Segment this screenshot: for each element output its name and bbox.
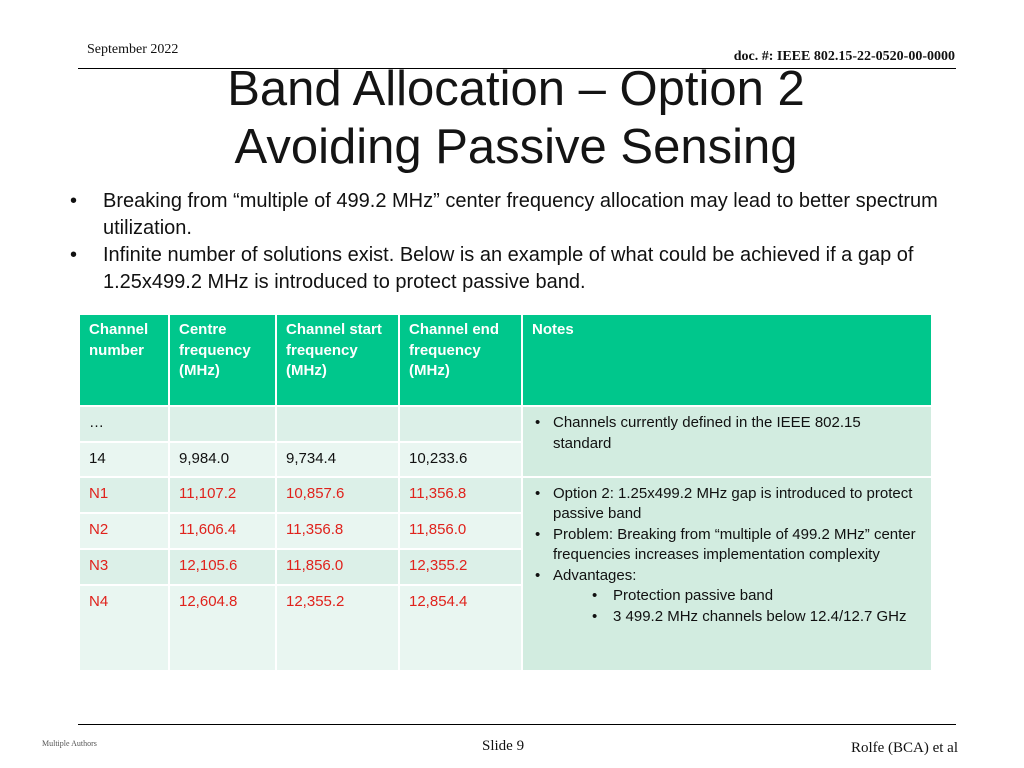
cell-end: 11,856.0 <box>399 513 522 549</box>
note-item: • Advantages: <box>532 566 922 587</box>
cell-end: 10,233.6 <box>399 442 522 477</box>
cell-start: 12,355.2 <box>276 585 399 671</box>
notes-cell-existing <box>522 406 932 477</box>
note-subitem: • 3 499.2 MHz channels below 12.4/12.7 GHz <box>532 607 922 628</box>
cell-centre: 11,107.2 <box>169 477 276 513</box>
header-centre-frequency: Centre frequency (MHz) <box>169 314 276 406</box>
cell-channel: N3 <box>79 549 169 585</box>
cell-centre: 12,604.8 <box>169 585 276 671</box>
header-doc-id: doc. #: IEEE 802.15-22-0520-00-0000 <box>733 49 955 64</box>
cell-centre: 12,105.6 <box>169 549 276 585</box>
cell-centre <box>169 406 276 442</box>
cell-centre: 9,984.0 <box>169 442 276 477</box>
cell-channel: N1 <box>79 477 169 513</box>
slide-number: Slide 9 <box>482 738 525 754</box>
header-date: September 2022 <box>87 42 179 57</box>
cell-channel: N4 <box>79 585 169 671</box>
slide-title <box>100 60 932 176</box>
cell-start <box>276 406 399 442</box>
cell-centre: 11,606.4 <box>169 513 276 549</box>
note-item: • Problem: Breaking from “multiple of 499.2 MHz” center frequencies increases implementation complexity <box>532 525 922 566</box>
cell-end: 11,356.8 <box>399 477 522 513</box>
note-subitem: • Protection passive band <box>532 586 922 607</box>
cell-end: 12,854.4 <box>399 585 522 671</box>
table-row <box>79 477 932 513</box>
table-row <box>79 406 932 442</box>
slide-title-line1: Band Allocation – Option 2 <box>227 62 805 116</box>
note-item: • Channels currently defined in the IEEE 802.15 standard <box>532 413 922 454</box>
cell-end: 12,355.2 <box>399 549 522 585</box>
notes-cell-option2 <box>522 477 932 671</box>
cell-end <box>399 406 522 442</box>
cell-start: 11,356.8 <box>276 513 399 549</box>
table-header-row <box>79 314 932 406</box>
footer-divider <box>78 724 956 725</box>
slide-title-line2: Avoiding Passive Sensing <box>234 120 798 174</box>
cell-start: 9,734.4 <box>276 442 399 477</box>
cell-channel: … <box>79 406 169 442</box>
note-item: • Option 2: 1.25x499.2 MHz gap is introduced to protect passive band <box>532 484 922 525</box>
header-channel-number: Channel number <box>79 314 169 406</box>
header-end-frequency: Channel end frequency (MHz) <box>399 314 522 406</box>
header-start-frequency: Channel start frequency (MHz) <box>276 314 399 406</box>
footer-authors: Multiple Authors <box>42 739 97 748</box>
header-notes: Notes <box>522 314 932 406</box>
cell-start: 10,857.6 <box>276 477 399 513</box>
cell-channel: N2 <box>79 513 169 549</box>
cell-channel: 14 <box>79 442 169 477</box>
bullet-item: • Infinite number of solutions exist. Below is an example of what could be achieved if a gap of 1.25x499.2 MHz is introduced to protect passive band. <box>70 242 970 296</box>
bullet-list <box>70 188 970 296</box>
footer-presenter: Rolfe (BCA) et al <box>850 740 958 756</box>
cell-start: 11,856.0 <box>276 549 399 585</box>
bullet-item: • Breaking from “multiple of 499.2 MHz” center frequency allocation may lead to better spectrum utilization. <box>70 188 970 242</box>
band-allocation-table <box>78 313 933 672</box>
